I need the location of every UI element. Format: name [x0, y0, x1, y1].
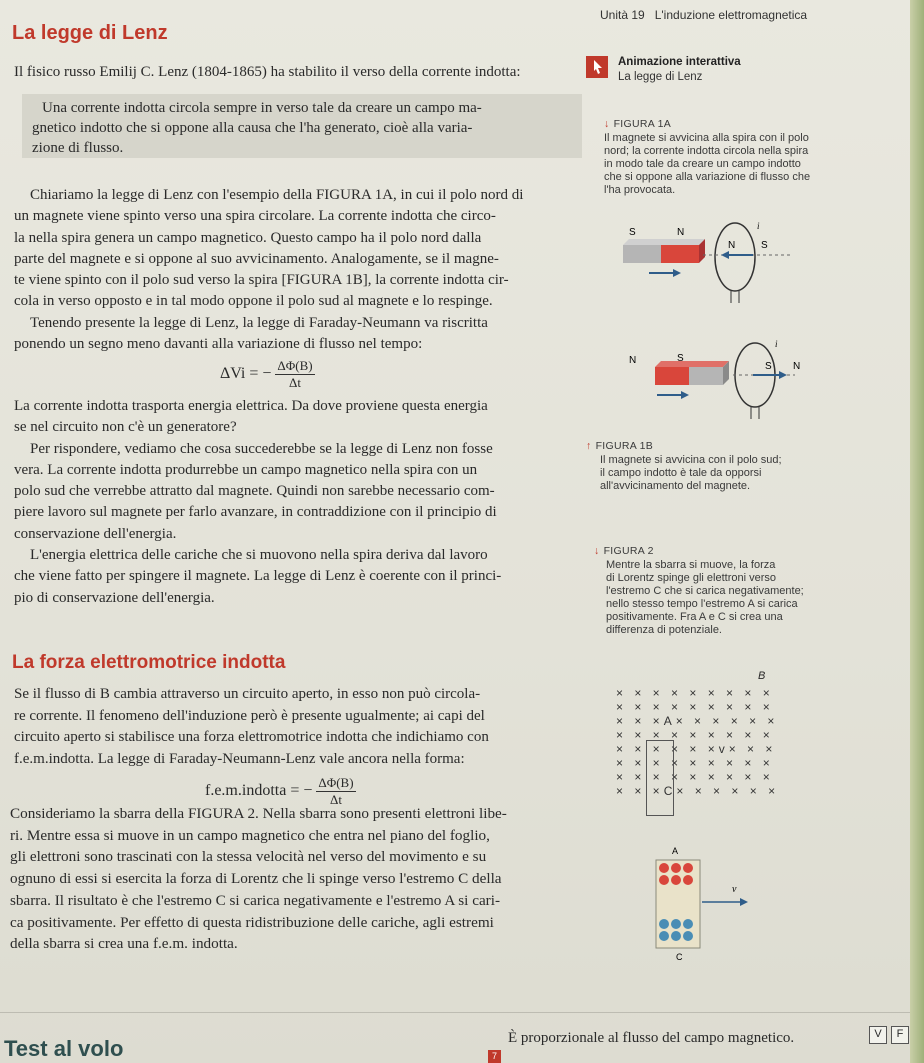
subsection-title: La forza elettromotrice indotta [12, 652, 286, 673]
text-line: polo sud che verrebbe attratto dal magnete. Quindi non sarebbe necessario com- [14, 483, 495, 500]
magnet-north-half [661, 245, 699, 263]
text-line: sbarra. Il risultato è che l'estremo C si carica negativamente e l'estremo A si cari- [10, 891, 501, 909]
loop-s-label: S [765, 361, 772, 372]
text-line: se nel circuito non c'è un generatore? [14, 419, 237, 436]
magnet-s-label: S [629, 227, 636, 238]
field-grid [616, 686, 806, 798]
lenz-rule-box [22, 94, 582, 158]
text-line: Tenendo presente la legge di Lenz, la legge di Faraday-Neumann va riscritta [30, 314, 488, 331]
text-line: conservazione dell'energia. [14, 525, 177, 542]
test-question: È proporzionale al flusso del campo magnetico. [508, 1030, 795, 1046]
current-label: i [775, 339, 778, 349]
coil-loop [715, 223, 755, 291]
text-line: ponendo un segno meno davanti alla variazione di flusso nel tempo: [14, 336, 423, 353]
text-line: Chiariamo la legge di Lenz con l'esempio della FIGURA 1A, in cui il polo nord di [30, 187, 524, 203]
text-line: ognuno di essi si esercita la forza di Lorentz che li spinge verso l'estremo C della [10, 870, 502, 888]
figure-2-label: ↓ FIGURA 2 [594, 545, 654, 557]
figure-1a-caption: Il magnete si avvicina alla spira con il polo nord; la corrente indotta circola nella spira in modo tale da creare un campo indotto che si oppone alla variazione di flusso che l'ha provocata. [604, 132, 811, 196]
animation-play-button[interactable] [586, 56, 608, 78]
field-row: × × × × × × × × × [616, 728, 774, 742]
text-line: gli elettroni sono trascinati con la stessa velocità nel verso del movimento e su [10, 848, 487, 866]
magnet-north-half [655, 367, 689, 385]
intro-text: Il fisico russo Emilij C. Lenz (1804-1865) ha stabilito il verso della corrente indotta: [14, 64, 521, 80]
true-checkbox[interactable]: V [869, 1026, 887, 1044]
divider [0, 1012, 910, 1013]
text-line: un magnete viene spinto verso una spira circolare. La corrente indotta che circo- [14, 208, 496, 225]
unit-header [600, 8, 807, 22]
loop-n-label: N [728, 240, 736, 251]
text-line: Se il flusso di B cambia attraverso un circuito aperto, in esso non può circola- [14, 686, 481, 702]
paragraph-3 [14, 684, 594, 770]
test-title: Test al volo [4, 1036, 124, 1061]
faraday-lenz-formula: ΔVi = − $\frac{\Delta\Phi(B)}{\Delta t}$ [220, 358, 313, 390]
figure-2-bar [640, 842, 760, 962]
text-line: f.e.m.indotta. La legge di Faraday-Neumann-Lenz vale ancora nella forma: [14, 750, 465, 767]
field-row: × × × × × × × × × [616, 756, 774, 770]
field-row: × × ×A× × × × × × [616, 714, 779, 728]
figure-1a-label: ↓ FIGURA 1A [604, 118, 672, 130]
figure-1a-drawing [615, 215, 815, 320]
figure-1b-label: ↑ FIGURA 1B [586, 440, 654, 452]
text-line: pio di conservazione dell'energia. [14, 589, 215, 606]
paragraph-1 [14, 185, 589, 355]
animation-label: Animazione interattiva [618, 56, 741, 68]
figure-1b-caption: Il magnete si avvicina con il polo sud; il campo indotto è tale da opporsi all'avvicinamento del magnete. [600, 454, 782, 492]
rule-line: gnetico indotto che si oppone alla causa che l'ha generato, cioè alla varia- [32, 120, 473, 136]
cursor-icon [586, 56, 608, 78]
magnet-n-label: N [677, 227, 685, 238]
text-line: ca positivamente. Per effetto di questa ridistribuzione delle cariche, agli estremi [10, 913, 494, 931]
magnet-south-half [623, 245, 661, 263]
text-line: re corrente. Il fenomeno dell'induzione però è presente ugualmente; ai capi del [14, 707, 485, 724]
field-row: × × × × × × × × × [616, 686, 774, 700]
loop-n-label: N [793, 361, 801, 372]
text-line: della sbarra si crea una f.e.m. indotta. [10, 935, 238, 953]
text-line: che viene fatto per spingere il magnete. La legge di Lenz è coerente con il princi- [14, 568, 502, 585]
section-title: La legge di Lenz [12, 22, 168, 44]
question-number: 7 [488, 1050, 501, 1063]
text-line: cola in verso opposto e in tal modo oppone il polo sud al magnete e lo respinge. [14, 293, 493, 310]
velocity-label: v [732, 884, 737, 895]
text-line: ri. Mentre essa si muove in un campo magnetico che entra nel piano del foglio, [10, 826, 490, 844]
unit-number: Unità 19 [600, 8, 645, 22]
false-checkbox[interactable]: F [891, 1026, 909, 1044]
point-a-label: A [672, 846, 679, 856]
magnet-s-label: S [677, 353, 684, 364]
figure-1b-drawing [615, 335, 815, 435]
rule-line: zione di flusso. [32, 140, 124, 156]
animation-title[interactable]: La legge di Lenz [618, 71, 703, 83]
paragraph-2 [14, 396, 594, 609]
unit-title: L'induzione elettromagnetica [654, 8, 808, 22]
text-line: piere lavoro sul magnete per farlo avanzare, in contraddizione con il principio di [14, 504, 497, 521]
field-row: × × × × × ×v× × × [616, 742, 777, 756]
text-line: circuito aperto si stabilisce una forza elettromotrice indotta che indichiamo con [14, 729, 489, 745]
text-line: L'energia elettrica delle cariche che si muovono nella spira deriva dal lavoro [30, 547, 488, 564]
field-row: × × ×C× × × × × × [616, 784, 780, 798]
text-line: Consideriamo la sbarra della FIGURA 2. Nella sbarra sono presenti elettroni libe- [10, 805, 507, 822]
text-line: te viene spinto con il polo sud verso la spira [FIGURA 1B], la corrente indotta cir- [14, 272, 509, 289]
figure-2-caption: Mentre la sbarra si muove, la forza di Lorentz spinge gli elettroni verso l'estremo C che si carica negativamente; nello stesso tempo l'estremo A si carica positivamente. Fra A e C si crea una differenza di potenziale. [606, 559, 804, 636]
field-b-label: B [758, 670, 766, 682]
emf-formula: f.e.m.indotta = − $\frac{\Delta\Phi(B)}{\Delta t}$ [205, 775, 354, 807]
field-row: × × × × × × × × × [616, 700, 774, 714]
text-line: La corrente indotta trasporta energia elettrica. Da dove proviene questa energia [14, 398, 488, 414]
page-edge [910, 0, 924, 1063]
text-line: la nella spira genera un campo magnetico. Questo campo ha il polo nord dalla [14, 229, 482, 246]
field-row: × × × × × × × × × [616, 770, 774, 784]
current-label: i [757, 221, 760, 231]
paragraph-4 [10, 803, 600, 955]
moving-bar-outline [646, 740, 674, 816]
rule-line: Una corrente indotta circola sempre in verso tale da creare un campo ma- [42, 100, 482, 116]
text-line: Per rispondere, vediamo che cosa succederebbe se la legge di Lenz non fosse [30, 440, 493, 457]
loop-s-label: S [761, 240, 768, 251]
point-c-label: C [676, 952, 683, 962]
text-line: vera. La corrente indotta produrrebbe un campo magnetico nella spira con un [14, 461, 478, 478]
text-line: parte del magnete e si oppone al suo avvicinamento. Analogamente, se il magne- [14, 250, 499, 267]
magnet-n-label: N [629, 355, 637, 366]
magnet-south-half [689, 367, 723, 385]
